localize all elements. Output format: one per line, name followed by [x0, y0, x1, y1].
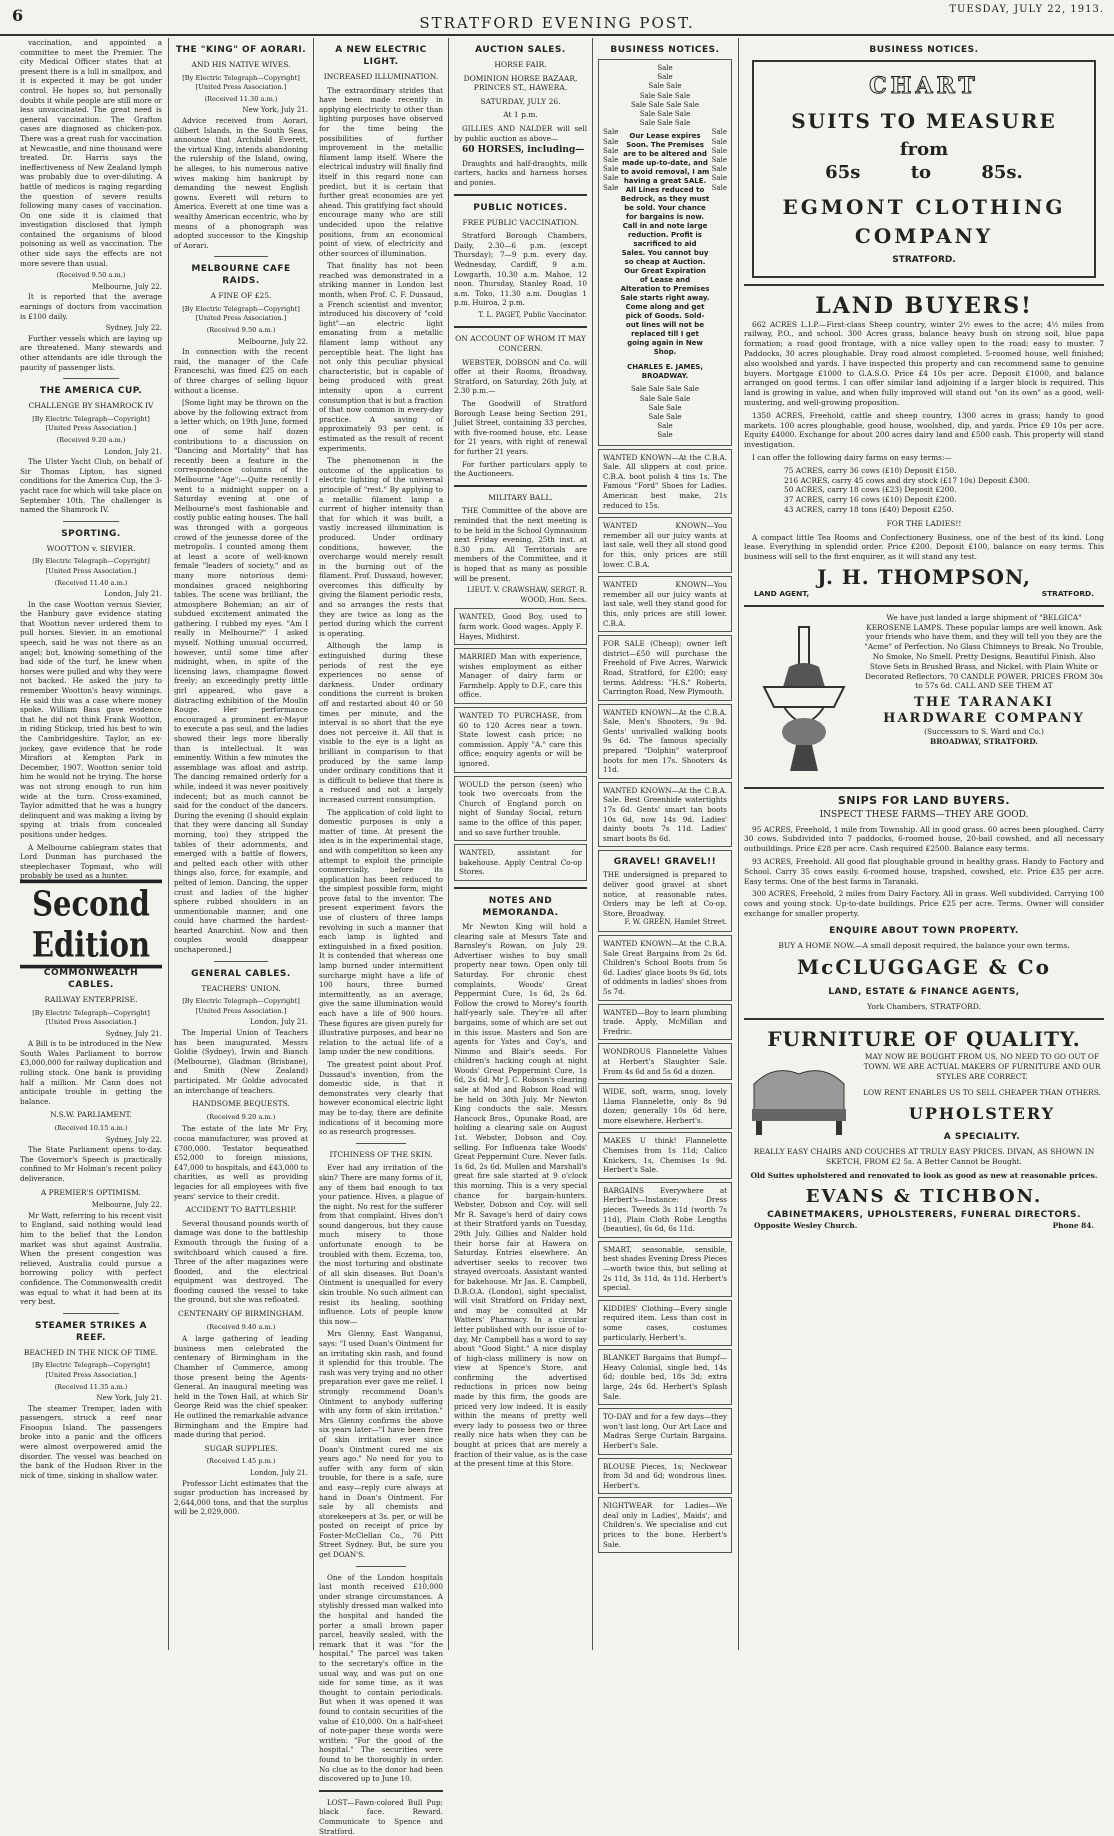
subheadline: SATURDAY, JULY 26. [480, 96, 561, 106]
article-text: The Ulster Yacht Club, on behalf of Sir Thomas Lipton, has signed conditions for the America Cup, the 3-yacht race for which will take place on September 10th. The challenger is named the Shamrock IV. [20, 457, 162, 515]
classified-ad: WONDROUS Flannelette Values at Herbert's Slaughter Sale. From 4s 6d and 5s 6d a dozen. [598, 1043, 732, 1080]
company-name: McCLUGGAGE & Co [797, 955, 1051, 980]
column-5 [598, 38, 732, 1648]
list-item: 50 ACRES, carry 18 cows (£23) Deposit £200. [784, 485, 957, 495]
paper-title: STRATFORD EVENING POST. [419, 14, 695, 32]
classified-ad: BLOUSE Pieces, 1s; Neckwear from 3d and 6d; wondrous lines. Herbert's. [598, 1458, 732, 1495]
ad-text: (Successors to S. Ward and Co.) [924, 727, 1044, 737]
column-3 [319, 38, 443, 1836]
classified-ad: NIGHTWEAR for Ladies—We deal only in Ladies', Maids', and Children's. We specialise and cut prices to the bone. Herbert's Sale. [598, 1497, 732, 1553]
subheadline: A PREMIER'S OPTIMISM. [40, 1187, 142, 1197]
article-text: The steamer Tremper, laden with passengers, struck a reef near Fisoopus Island. The passengers broke into a panic and the officers were almost overpowered amid the disorder. The vessel was beached on the bank of the Hudson River in the nick of time, sinking in shallow water. [20, 1403, 162, 1480]
article-text: Several thousand pounds worth of damage was done to the battleship Exmouth through the fusing of a switchboard which caused a fire. Three of the after magazines were flooded, and the electrical equipment was destroyed. The flooding caused the vessel to take the ground, but she was refloated. [174, 1218, 308, 1305]
second-edition-banner: Second Edition [20, 880, 162, 969]
sale-word-pattern: Sale Sale Sale Sale Sale Sale Sale [711, 128, 727, 192]
subheadline: DOMINION HORSE BAZAAR, PRINCES ST., HAWERA. [463, 73, 578, 93]
company-address: Opposite Wesley Church. Phone 84. [754, 1220, 1094, 1230]
article-text: Mrs Glenny, East Wanganui, says: "I used Doan's Ointment for an irritating skin rash, and found it splendid for this trouble. The rash was very trying and no other preparation ever gave me relief. I strongly recommend Doan's Ointment to anybody suffering with any form of skin irritation." Mrs Glenny confirms the above six years later—"I have been free of skin irritation ever since Doan's Ointment cured me six years ago." No need for you to suffer with any form of skin trouble, for there is a safe, sure and easy—reply cure always at hand in Doan's Ointment. For sale by all chemists and storekeepers at 3s. per, or will be posted on receipt of price by Foster-McClellan Co., 76 Pitt Street Sydney. But, be sure you get DOAN'S. [319, 1329, 443, 1560]
sale-advertisement [598, 59, 732, 446]
subheadline: HANDSOME BEQUESTS. [192, 1099, 290, 1109]
sale-frame [603, 128, 727, 385]
subheadline: AND HIS NATIVE WIVES. [191, 60, 291, 69]
dateline: New York, July 21. [96, 1394, 162, 1403]
classified-ad: WIDE, soft, warm, snug, lovely Llama Flannelette, only 8s 9d dozen; generally 10s 6d here, more elsewhere. Herbert's. [598, 1083, 732, 1129]
article-text: Mr Watt, referring to his recent visit to England, said nothing would lead him to the belief that the London market was shut against Australia. When the present congestion was relieved, Australia could pursue a borrowing policy with perfect confidence. The Commonwealth credit was equal to what it had been at its very best. [20, 1210, 162, 1307]
classified-ad: WANTED, assistant for bakehouse. Apply Central Co-op Stores. [454, 844, 587, 881]
article-text: Ever had any irritation of the skin? There are many forms of it, any of them bad enough to tax your patience. Hives, a plague of the night. No rest for the sufferer from that complaint. Hives don't sound dangerous, but they cause much misery to those unfortunate enough to be troubled with them. Eczema, too, the most torturing and obstinate of all skin diseases. But Doan's Ointment is unequalled for every skin trouble. No such ailment can resist its healing, soothing influence. Lots of people know this now— [319, 1163, 443, 1326]
dateline: London, July 21. [250, 1018, 308, 1027]
headline: THE "KING" OF AORARI. [175, 45, 307, 55]
ad-text: BUY A HOME NOW.—A small deposit required, the balance your own terms. [778, 940, 1070, 950]
divider [454, 194, 587, 196]
divan-sketch-icon [744, 1054, 854, 1144]
company-subtitle: CABINETMAKERS, UPHOLSTERERS, FUNERAL DIRECTORS. [767, 1209, 1081, 1220]
list-item: 75 ACRES, carry 36 cows (£10) Deposit £150. [784, 465, 957, 475]
article-text: The State Parliament opens to-day. The Governor's Speech is practically confined to Mr Holman's recent policy deliverance. [20, 1145, 162, 1183]
classified-ad: WANTED—Boy to learn plumbing trade. Apply, McMillan and Fredric. [598, 1004, 732, 1041]
classified-ad: WANTED KNOWN—At the C.B.A. Sale. Best Greenhide watertights 17s 6d. Gents' smart tan boots 10s 6d, now 14s 9d. Ladies' dainty boots 7s 11d. Ladies' smart boots 8s 6d. [598, 782, 732, 848]
divider [214, 961, 268, 962]
ad-text: We have just landed a large shipment of "BELGICA" KEROSENE LAMPS. These popular lamps are well known. Ask your friends who have them, and they will tell you they are the "Acme" of Perfection. No Glass Chimneys to Break. No Trouble, No Smoke, No Smell. Pretty Designs, Beautiful Finish. Also Stove Sets in Brushed Brass, and Nickel, with Plain White or Decorated Reflectors. 70 CANDLE POWER. PRICES FROM 30s to 57s 6d. CALL AND SEE THEM AT [864, 612, 1104, 691]
divider [63, 378, 120, 379]
article-text: Further vessels which are laying up are threatened. Many stewards and other attendants are idle through the paucity of passenger lists. [20, 333, 162, 372]
received-time: (Received 9.40 a.m.) [206, 1322, 276, 1331]
subheadline: MILITARY BALL. [488, 492, 553, 502]
received-time: (Received 9.50 a.m.) [206, 326, 276, 335]
byline: [By Electric Telegraph—Copyright] [United Press Association.] [32, 1361, 150, 1379]
article-text: The greatest point about Prof. Dussaud's invention, from the domestic side, is that it demonstrates very clearly that however economical electric light may be to-day, there are definite indications of it becoming more so as research progresses. [319, 1059, 443, 1137]
ad-text: GILLIES AND NALDER will sell by public auction as above— [454, 123, 587, 143]
article-text: In the case Wootton versus Sievier, the Hanbury gave evidence stating that Wootton never ordered them to pull horses. Sievier, in an emotional speech, said he was not there as an angel; but, knowing something of the bad side of the turf, he knew when horses were pulled and why they were not backed. He asked the jury to remember Wootton's heavy winnings. He said this was a case where money spoke. William Bass gave evidence that he did not think Frank Wootton, in riding Stickup, tried his best to win the Cambridgeshire. Taylor, an ex-jockey, gave evidence that he rode Mirafiori at Kempton Park in December, 1907. Wootton senior told him he would not be trying. The horse was not strong enough to run him wide at the turn. Cross-examined, Taylor admitted that he was a hungry delinquent and was making a living by spying at trials from concealed positions under hedges. [20, 599, 162, 839]
ad-title: SNIPS FOR LAND BUYERS. [837, 793, 1011, 807]
received-time: (Received 10.15 a.m.) [54, 1124, 128, 1133]
company-subtitle: LAND, ESTATE & FINANCE AGENTS, [828, 987, 1020, 998]
headline: STEAMER STRIKES A REEF. [34, 1320, 147, 1343]
masthead [0, 0, 1114, 36]
subheadline: RAILWAY ENTERPRISE. [44, 994, 138, 1004]
column-2 [174, 38, 308, 1648]
article-text: That finality has not been reached was demonstrated in a striking manner in London last month, when Prof. C. F. Dussaud, a French scientist and inventor, introduced his discovery of "cold light"—an electric light emanating from a metallic filament lamp without any perceptible heat. The light has not only this peculiar physical characteristic, but is capable of being produced with great intensity upon a current consumption that is but a fraction of that now common in every-day practice. A saving of approximately 93 per cent. is estimated as the result of recent experiments. [319, 261, 443, 453]
gravel-ad [598, 850, 732, 932]
ad-text: Stratford Borough Chambers, Daily, 2.30—6 p.m. (except Thursday); 7—9 p.m. every day. Wednesday, Cardiff, 9 a.m. Lowgarth, 10.30 a.m. Mahoe, 12 noon. Thursday, Stanley Road, 10 a.m. Toko, 11.30 a.m. Douglas 1 p.m. Huiroa, 2 p.m. [454, 231, 587, 308]
headline: MELBOURNE CAFE RAIDS. [191, 264, 291, 287]
ad-text: A SPECIALITY. [943, 1132, 1021, 1143]
ad-text: 1350 ACRES, Freehold, cattle and sheep country, 1300 acres in grass; handy to good markets. 100 acres ploughable, good house, woolshed, dip, and yards. Price £9 10s per acre. Equity £4000. Exchange for about 200 acres dairy land and £500 cash. This property will stand investigation. [744, 410, 1104, 450]
ad-text: MAY NOW BE BOUGHT FROM US, NO NEED TO GO OUT OF TOWN. WE ARE ACTUAL MAKERS OF FURNITURE AND OUR STYLES ARE CORRECT. [863, 1052, 1101, 1081]
signature: LIEUT. V. CRAWSHAW, SERGT. R. WOOD, Hon. Secs. [467, 586, 587, 604]
ad-text: WEBSTER, DOBSON and Co. will offer at their Rooms, Broadway, Stratford, on Saturday, 26th July, at 2.30 p.m.— [454, 357, 587, 396]
subheadline: A FINE OF £25. [210, 291, 272, 301]
classified-ad: KIDDIES' Clothing—Every single required item. Less than cost in some cases, costumes particularly. Herbert's. [598, 1300, 732, 1346]
headline: COMMONWEALTH CABLES. [43, 967, 139, 990]
divider [63, 521, 120, 522]
company-town: STRATFORD. [892, 254, 956, 265]
ad-subtitle: UPHOLSTERY [908, 1104, 1056, 1124]
signature: T. L. PAGET, Public Vaccinator. [478, 310, 587, 319]
divider [214, 256, 268, 257]
divider [356, 1143, 406, 1144]
issue-date: TUESDAY, JULY 22, 1913. [949, 4, 1104, 15]
ad-title: CHART [869, 73, 979, 99]
subheadline: ON ACCOUNT OF WHOM IT MAY CONCERN. [455, 334, 586, 354]
divider [454, 485, 587, 487]
article-text: [Some light may be thrown on the above by the following extract from a letter which, on 19th June, formed one of some half dozen contributions to a discussion on "Dancing and Mortality" that has recently been a feature in the correspondence columns of the Melbourne "Age":—Quite recently I went to a midnight supper on a Saturday evening at one of Melbourne's most fashionable and costly public eating houses. The hall was thronged with a gorgeous crowd of the jeunesse doree of the metropolis. I counted among them at least a score of well-known female "leaders of society," and as many more notorious demi-mondaines graced neighboring tables. The scene was brilliant, the atmosphere Bohemian; an air of subdued excitement animated the gathering. I rubbed my eyes. "Am I really in Melbourne?" I asked myself. Nothing unusual occurred, however, until some time after midnight, when, in spite of the licensing laws, champagne flowed freely; an exceedingly pretty little girl appeared, who gave a distracting exhibition of the Moulin Rouge. Her performance encouraged a prominent ex-Mayor to execute a pas seul, and the ladies showed their legs more liberally than is intellectual. It was eminently. Within a few minutes the assemblage was afloat and astrip. The dancing remained orderly for a while, indeed it was never positively indecent; but as much cannot be said for the conduct of the dancers. During the evening (I should explain that they were dancing all Sunday morning, too) they stripped the tables of their adornments, and emerged with a battle of flowers, and pelted each other with other things also, force, for example, and pelted of lemon. Dancing, the upper crust and ladies of the higher sphere rubbed shoulders in an unmentionable manner, and one could have charmed the hardest-hearted Anarchist. Now and then couples would disappear unchaperoned.] [174, 398, 308, 955]
agent-details: LAND AGENT, STRATFORD. [754, 588, 1094, 598]
subheadline: TEACHERS' UNION. [201, 983, 281, 993]
signature: F. W. GREEN, Hamlet Street. [624, 918, 727, 927]
dateline: Sydney, July 22. [105, 324, 162, 333]
ad-text: REALLY EASY CHAIRS AND COUCHES AT TRULY EASY PRICES. DIVAN, AS SHOWN IN SKETCH, FROM £2 5s. A Better Cannot be Bought. [753, 1147, 1095, 1167]
dateline: Melbourne, July 22. [91, 282, 162, 291]
subheadline: HORSE FAIR. [494, 60, 547, 69]
company-name: THE TARANAKI HARDWARE COMPANY [883, 695, 1085, 727]
company-name: COMPANY [854, 223, 994, 248]
byline: [By Electric Telegraph—Copyright] [United Press Association.] [32, 557, 150, 575]
column-rule [592, 38, 593, 1650]
ad-title: LAND BUYERS! [815, 292, 1033, 319]
classified-ad: WANTED KNOWN—You remember all our juicy wants at last sale, well they all stood good for this, only prices are still lower. C.B.A. [598, 517, 732, 573]
article-text: The application of cold light to domestic purposes is only a matter of time. At present the idea is in the experimental stage, and with competition so keen any attempt to exploit the principle commercially, before its application has been reduced to the simplest possible form, might prove fatal to the inventor. The present experiment favors the use of clusters of three lamps revolving in such a manner that each lamp is lighted and extinguished in a fixed position. It is contended that whereas one lamp burned under intermittent surcharge might have a life of 100 hours, three burned intermittently, as an average, give the same illumination would each have a life of 900 hours. These figures are given purely for illustrative purposes, and bear no relation to the actual life of a lamp under the new conditions. [319, 807, 443, 1057]
list-item: 43 ACRES, carry 18 tons (£40) Deposit £250. [784, 504, 954, 514]
divider [744, 284, 1104, 286]
headline: A NEW ELECTRIC LIGHT. [335, 45, 427, 67]
byline: [By Electric Telegraph—Copyright] [United Press Association.] [182, 997, 300, 1015]
company-name: EGMONT CLOTHING [782, 194, 1066, 219]
column-4 [454, 38, 587, 1648]
received-time: (Received 9.20 a.m.) [206, 1112, 276, 1121]
furniture-ad [744, 1052, 1104, 1143]
lamp-ad-text [864, 613, 1104, 781]
subheadline: WOOTTON v. SIEVIER. [46, 543, 136, 553]
classified-ad: SMART, seasonable, sensible, best shades Evening Dress Pieces—worth twice this, but selling at 2s 11d, 3s 11d, 4s 11d. Herbert's special. [598, 1241, 732, 1297]
price-low: 65s [825, 162, 861, 183]
classified-ad: WANTED, Good Boy, used to farm work. Good wages. Apply F. Hayes, Midhirst. [454, 608, 587, 645]
list-item: 37 ACRES, carry 16 cows (£10) Deposit £200. [784, 495, 957, 505]
page-number: 6 [12, 6, 24, 25]
byline: [By Electric Telegraph—Copyright] [United Press Association.] [182, 73, 300, 92]
column-rule [448, 38, 449, 1650]
headline: GENERAL CABLES. [191, 968, 291, 979]
sale-word-pattern: Sale Sale Sale Sale Sale Sale Sale Sale Sale Sale Sale Sale Sale Sale Sale Sale Sale [630, 64, 700, 128]
classified-ad: LOST—Fawn-colored Bull Pup; black face. Reward. Communicate to Spence and Stratford. [319, 1797, 443, 1836]
classified-ad: WANTED KNOWN—At the C.B.A. Sale, Men's Shooters, 9s 9d. Gents' unrivalled walking boots 9s 6d. The famous specially prepared "Dolphin" waterproof boots for men 17s. Shooters 4s 11d. [598, 704, 732, 779]
column-rule [313, 38, 314, 1650]
headline: THE AMERICA CUP. [39, 386, 143, 397]
subheadline: At 1 p.m. [503, 110, 538, 120]
classified-ad: MAKES U think! Flannelette Chemises from 1s 11d; Calico Knickers, 1s, Chemises 1s 9d. Herbert's Sale. [598, 1132, 732, 1178]
article-text: The extraordinary strides that have been made recently in applying electricity to other than lighting purposes have observed for the time being the possibilities of further improvement in the metallic filament lamp itself. Where the electrical industry will finally find itself in this regard none can predict, but it is certain that further great economies are yet ahead. This gratifying fact should encourage many who are still undecided upon the relative positions, from an economical point of view, of electricity and other sources of illumination. [319, 85, 443, 258]
ad-text: For further particulars apply to the Auctioneers. [454, 459, 587, 479]
subheadline: INSPECT THESE FARMS—THEY ARE GOOD. [819, 809, 1029, 820]
ad-text: THE undersigned is prepared to deliver good gravel at short notice, at reasonable rates. Orders may be left at Co-op. Store, Broadway. [603, 870, 727, 918]
ad-text: 95 ACRES, Freehold, 1 mile from Township. All in good grass. 60 acres been ploughed. Carry 30 cows. Subdivided into 7 paddocks, 6-roomed house, 20-bail cowshed, and all necessary outbuildings. Price £28 per acre. Cash required £2500. Balance easy terms. [744, 824, 1104, 854]
article-text: The estate of the late Mr Fry, cocoa manufacturer, was proved at £700,000. Testator bequeathed £52,000 to foreign missions, £47,000 to hospitals, and £43,000 to charities, as well as providing legacies for all employees with five years' service to their credit. [174, 1124, 308, 1201]
article-text: A Bill is to be introduced in the New South Wales Parliament to borrow £3,000,000 for railway duplication and rolling stock. One bank is providing half a million. Mr Cann does not anticipate trouble in getting the balance. [20, 1039, 162, 1106]
section-heading: BUSINESS NOTICES. [610, 45, 720, 55]
column-6 [744, 38, 1104, 1648]
article-text: One of the London hospitals last month received £10,000 under strange circumstances. A stylishly dressed man walked into the hospital and handed the porter a small brown paper parcel, heavily sealed, with the remark that it was "for the hospital." The parcel was taken to the secretary's office in the usual way, and was put on one side for some time, as it was thought to contain periodicals. But when it was opened it was found to contain securities of the value of £10,000. On a half-sheet of note-paper these words were written: "For the good of the hospital." The securities were found to be thoroughly in order. No clue as to the donor had been discovered up to June 10. [319, 1572, 443, 1784]
dateline: London, July 21. [104, 447, 162, 456]
ad-text: 93 ACRES, Freehold. All good flat ploughable ground in healthy grass. Handy to Factory and School. Carry 35 cows easily. 6-roomed house, trapshed, cowshed, etc. Price £35 per acre. Easy terms. One of the best farms in Taranaki. [744, 856, 1104, 886]
subheadline: N.S.W. PARLIAMENT. [50, 1110, 132, 1120]
subheadline: BEACHED IN THE NICK OF TIME. [23, 1347, 159, 1357]
article-text: Although the lamp is extinguished during these periods of rest the eye experiences no sense of darkness. Under ordinary conditions the current is broken off and restarted about 40 or 50 times per minute, and the interval is so short that the eye does not perceive it. All that is visible to the eye is a light as brilliant in comparison to that produced by the same lamp under ordinary conditions that it is difficult to believe that there is a reduced and not a largely increased current consumption. [319, 641, 443, 804]
ad-title: FURNITURE OF QUALITY. [767, 1027, 1081, 1052]
divider [744, 605, 1104, 607]
subheadline: ITCHINESS OF THE SKIN. [329, 1149, 433, 1159]
classified-ad: FOR SALE (Cheap); owner left district—£50 will purchase the Freehold of Five Acres, Warwick Road, Stratford, for £200; easy terms. Address: "H.S." Roberts, Carrington Road, New Plymouth. [598, 635, 732, 701]
article-text: It is reported that the average earnings of doctors from vaccination is £100 daily. [20, 292, 162, 321]
sale-word-pattern: Sale Sale Sale Sale Sale Sale Sale Sale Sale Sale Sale Sale Sale [630, 385, 700, 440]
subheadline: SUGAR SUPPLIES. [204, 1443, 278, 1453]
chart-suits-ad [752, 60, 1096, 278]
sale-inner-text: Our Lease expires Soon. The Premises are to be altered and made up-to-date, and to avoid removal, I am having a great SALE. All Lines reduced to Bedrock, as they must be sold. Your chance for bargains is now. Call in and note large reduction. Profit is sacrificed to aid Sales. You cannot buy so cheap at Auction. Our Great Expiration of Lease and Alteration to Premises Sale starts right away. Come along and get pick of Goods. Sold-out lines will not be replaced till I get going again in New Shop. CHARLES E. JAMES, BROADWAY. [620, 132, 710, 381]
divider [744, 787, 1104, 789]
byline: [By Electric Telegraph—Copyright] [United Press Association.] [32, 1008, 150, 1027]
classified-ad: WOULD the person (seen) who took two overcoats from the Church of England porch on night of Sunday Social, return same to the office of this paper, and so save further trouble. [454, 776, 587, 842]
sale-word-pattern: Sale Sale Sale Sale Sale Sale Sale [603, 128, 619, 192]
ad-text: Draughts and half-draughts, milk carters, hacks and harness horses and ponies. [454, 158, 587, 187]
company-name: EVANS & TICHBON. [805, 1185, 1043, 1207]
byline: [By Electric Telegraph—Copyright] [United Press Association.] [32, 414, 150, 433]
dateline: New York, July 21. [242, 106, 308, 115]
divider [454, 326, 587, 328]
section-heading: PUBLIC NOTICES. [473, 202, 568, 213]
article-text: A large gathering of leading business men celebrated the centenary of Birmingham in the Chamber of Commerce, among those present being the Agents-General. An inaugural meeting was held in the Town Hall, at which Sir George Reid was the chief speaker. He outlined the remarkable advance Birmingham and the Empire had made during that period. [174, 1334, 308, 1440]
dateline: Melbourne, July 22. [237, 337, 308, 346]
lamp-ad [744, 613, 1104, 781]
price-range [800, 162, 1048, 183]
subheadline: FOR THE LADIES!! [886, 518, 962, 528]
received-time: (Received 9.50 a.m.) [56, 271, 126, 280]
ad-text: THE Committee of the above are reminded that the next meeting is to be held in the School Gymnasium next Friday evening, 25th inst. at 8.30 p.m. All Territorials are members of the Committee, and it is hoped that as many as possible will be present. [454, 506, 587, 583]
subheadline: CENTENARY OF BIRMINGHAM. [177, 1309, 305, 1319]
divider [454, 887, 587, 889]
ad-text: from [899, 139, 949, 160]
article-text: Advice received from Aorari, Gilbert Islands, in the South Seas, announce that Archibald Everett, the virtual King, intends abandoning the rulership of the Island, owing, he alleges, to his numerous native wives making him bankrupt by demanding the newest English gowns. Everett will return to America. Everett at one time was a wealthy American eccentric, who by means of a phonograph was adopted successor to the Kingship of Aorari. [174, 115, 308, 250]
ad-heading: GRAVEL! GRAVEL!! [613, 857, 717, 868]
dateline: Sydney, July 21. [105, 1029, 162, 1038]
subheadline: CHALLENGE BY SHAMROCK IV [28, 401, 154, 411]
received-time: (Received 11.40 a.m.) [54, 578, 128, 587]
headline: SPORTING. [61, 528, 121, 539]
ad-text: 60 HORSES, including— [462, 145, 585, 156]
agent-name: J. H. THOMPSON, [817, 564, 1031, 589]
classified-ad: BARGAINS Everywhere at Herbert's—Instance: Dress pieces. Tweeds 3s 11d (worth 7s 11d), Plain Cloth Robe Lengths (beauties), 6s 6d, 6s 11d. [598, 1182, 732, 1238]
received-time: (Received 1.45 p.m.) [206, 1457, 276, 1466]
section-heading: NOTES AND MEMORANDA. [482, 895, 559, 918]
article-text: A Melbourne cablegram states that Lord Dunman has purchased the steeplechaser Topmast, who will probably be used as a hunter. [20, 842, 162, 881]
price-high: 85s. [981, 162, 1023, 183]
classified-ad: TO-DAY and for a few days—they won't last long. Our Art Lace and Madras Serge Curtain Bargains. Herbert's Sale. [598, 1408, 732, 1454]
byline: [By Electric Telegraph—Copyright] [United Press Association.] [182, 304, 300, 323]
divider [319, 1790, 443, 1792]
classified-ad: WANTED KNOWN—At the C.B.A. Sale. All slippers at cost price. C.B.A. boot polish 4 tins 1s. The Famous "Ford" Shoes for Ladies. American best make, 21s reduced to 15s. [598, 449, 732, 515]
article-text: The Imperial Union of Teachers has been inaugurated. Messrs Goldie (Sydney), Irwin and Bianch (Melbourne), Gladman (Brisbane), and Smith (New Zealand) participated. Mr Goldie advocated an interchange of teachers. [174, 1028, 308, 1095]
divider [63, 1313, 120, 1314]
ad-text: A compact little Tea Rooms and Confectionery Business, one of the best of its kind. Long lease. Everything in splendid order. Price £200. Deposit £100, balance on easy terms. This business will sell to the first enquirer, as it will stand any test. [744, 532, 1104, 562]
dateline: London, July 21. [250, 1468, 308, 1477]
divider [744, 1018, 1104, 1020]
received-time: (Received 11.30 a.m.) [204, 94, 278, 103]
column-rule [738, 38, 739, 1650]
classified-ad: WANTED KNOWN—At the C.B.A. Sale Great Bargains from 2s 6d. Children's School Boots from 5s 6d. Ladies' glace boots 9s 6d, lots of oddments in ladies' shoes from 5s 7d. [598, 935, 732, 1001]
ad-text: LOW RENT ENABLES US TO SELL CHEAPER THAN OTHERS. [863, 1087, 1101, 1097]
company-address: York Chambers, STRATFORD. [867, 1002, 981, 1012]
ad-text: 300 ACRES, Freehold, 2 miles from Dairy Factory. All in grass. Well subdivided. Carrying 100 cows and young stock. Up-to-date buildings. Price £25 per acre. Terms. Owner will consider exchange for smaller property. [744, 889, 1104, 918]
article-text: Mr Newton King will hold a clearing sale at Messrs Tate and Barnsley's Rowan, on July 29. Advertiser wishes to buy small property near town. Open only till Saturday. For chronic chest complaints, Woods' Great Peppermint Cure, 1s 6d, 2s 6d. Follow the crowd to Morey's fourth half-yearly sale. They're all after bargains, some of which are set out in this issue. Masters and Son are agents for Yates and Coy's, and Nimmo and Blair's seeds. For children's hacking cough at night Woods' Great Peppermint Cure, 1s 6d, 2s 6d. Mr J. C. Robson's clearing sale at Mod and Robson Road will be held on 30th July. Mr Newton King conducts the sale. Messrs Hancock Bros., Opunake Road, are holding a clearing sale on August 1st. Webster, Dobson and Coy. selling. For Influenza take Woods' Great Peppermint Cure. Never fails. 1s 6d, 2s 6d. Mullen and Marshall's great fire sale started at 9 o'clock this morning. This is a very special chance for bargain-hunters. Webster, Dobson and Coy. will sell Mr R. Savage's herd of dairy cows at their Stratford yards on Tuesday, 29th July. Gillies and Nalder hold their horse fair at Hawera on Saturday. Entries elsewhere. An advertiser seeks to recover two strayed overcoats. Assistant wanted for bakehouse. Mr Jas. E. Campbell, D.B.O.A. (London), sight specialist, will visit Stratford on Friday next, and may be consulted at Mr Watters' Pharmacy. In a circular letter published with our issue of to-day, Mr Campbell has a word to say about "Good Sight." A nice display of high-class millinery is now on view at Spence's Store, and confirming the advertised reductions in prices now being made by this firm, the goods are priced very low indeed. It is easily within the means of pretty well every lady to possess two or three really nice hats when they can be bought at prices that are merely a fraction of their value, as is the case at the present time at this Store. [454, 921, 587, 1469]
ad-text: I can offer the following dairy farms on easy terms:— [752, 452, 952, 462]
subheadline: FREE PUBLIC VACCINATION. [462, 217, 579, 227]
dateline: Melbourne, July 22. [91, 1201, 162, 1210]
classified-ad: WANTED KNOWN—You remember all our juicy wants at last sale, well they stand good for this, only prices are still lower. C.B.A. [598, 576, 732, 632]
divider [356, 1566, 406, 1567]
dateline: London, July 21. [104, 590, 162, 599]
dateline: Sydney, July 22. [105, 1135, 162, 1144]
kerosene-lamp-icon [744, 617, 864, 777]
article-text: Professor Licht estimates that the sugar production has increased by 2,644,000 tons, and that the surplus will be 2,029,000. [174, 1478, 308, 1517]
price-to: to [910, 162, 932, 183]
article-text: In connection with the recent raid, the manager of the Cafe Franceschi, was fined £25 on each of three charges of selling liquor without a license. [174, 347, 308, 395]
classified-ad: BLANKET Bargains that Bumpf—Heavy Colonial, single bed, 14s 6d; double bed, 18s 3d; extra large, 24s 6d. Herbert's Splash Sale. [598, 1349, 732, 1405]
column-rule [168, 38, 169, 1650]
section-heading: AUCTION SALES. [475, 45, 566, 55]
column-1 [20, 38, 162, 1648]
article-text: vaccination, and appointed a committee to meet the Premier. The city Medical Officer states that at present there is a lull in smallpox, and it is expected it may be got under control. He hopes so, but personally doubts it while people are still more or less unvaccinated. The great need is general vaccination. The Grafton cases are diagnosed as chicken-pox. There was a great rush for vaccination at Newcastle, and nine thousand were treated. Dr. Harris says the ineffectiveness of New Zealand lymph was probably due to over-diluting. A battle of medicos is raging regarding the question of severe results following many cases of vaccination. On one side it is claimed that investigation disclosed that lymph contained the organisms of blood poisoning as well as vaccination. The other side says the effects are not more severe than usual. [20, 38, 162, 268]
received-time: (Received 11.35 a.m.) [54, 1382, 128, 1391]
subheadline: INCREASED ILLUMINATION. [323, 72, 439, 81]
article-text: The phenomenon is the outcome of the application to electric lighting of the universal principle of "rest." By applying to a metallic filament lamp a current of higher intensity than that for which it was built, a vastly increased illumination is produced. Under ordinary conditions, however, the overcharge would merely result in the burning out of the filament. Prof. Dussaud, however, overcomes this difficulty by giving the filament periodic rests, and so arranges the rests that they are twice as long as the period during which the current is operating. [319, 456, 443, 638]
received-time: (Received 9.20 a.m.) [56, 435, 126, 444]
ad-text: 662 ACRES L.I.P.—First-class Sheep country, winter 2½ ewes to the acre; 4½ miles from railway, P.O., and school. 300 Acres grass, balance heavy bush on strong soil, blue papa formation; a road good frontage, with a nice valley open to the road; easy to muster. 7 Paddocks, 30 acres ploughable. Dray road almost completed. 5-roomed house, well finished; also woolshed and yards. I have inspected this property and can recommend same to genuine buyers. Mortgage £1000 to G.A.S.O. Price £4 10s per acre. Deposit £1000, and balance arranged on good terms. I can offer similar land adjoining if a larger block is required. This land is growing in value, and when fully improved will stand out "on its own" as a good, well-mustering, and well-growing proposition. [744, 319, 1104, 407]
farm-list [744, 466, 1104, 515]
subheadline: ACCIDENT TO BATTLESHIP. [185, 1205, 297, 1215]
ad-subtitle: SUITS TO MEASURE [791, 109, 1057, 133]
ad-text: BROADWAY, STRATFORD. [930, 736, 1038, 746]
classified-ad: WANTED TO PURCHASE, from 60 to 120 Acres near a town. State lowest cash price; no commission. Apply "A." care this office; enquiry agents or will be ignored. [454, 707, 587, 773]
ad-heading: ENQUIRE ABOUT TOWN PROPERTY. [829, 925, 1019, 936]
ad-text: Old Suites upholstered and renovated to look as good as new at reasonable prices. [750, 1171, 1098, 1181]
section-heading: BUSINESS NOTICES. [869, 45, 979, 55]
list-item: 216 ACRES, carry 45 cows and dry stock (£17 10s) Deposit £300. [784, 475, 1030, 485]
ad-text: The Goodwill of Stratford Borough Lease being Section 291, Juliet Street, containing 33 perches, with five-roomed house, etc. Lease for 21 years, with right of renewal for further 21 years. [454, 399, 587, 456]
classified-ad: MARRIED Man with experience, wishes employment as either Manager of dairy farm or Farmhelp. Apply to D.F., care this office. [454, 648, 587, 704]
